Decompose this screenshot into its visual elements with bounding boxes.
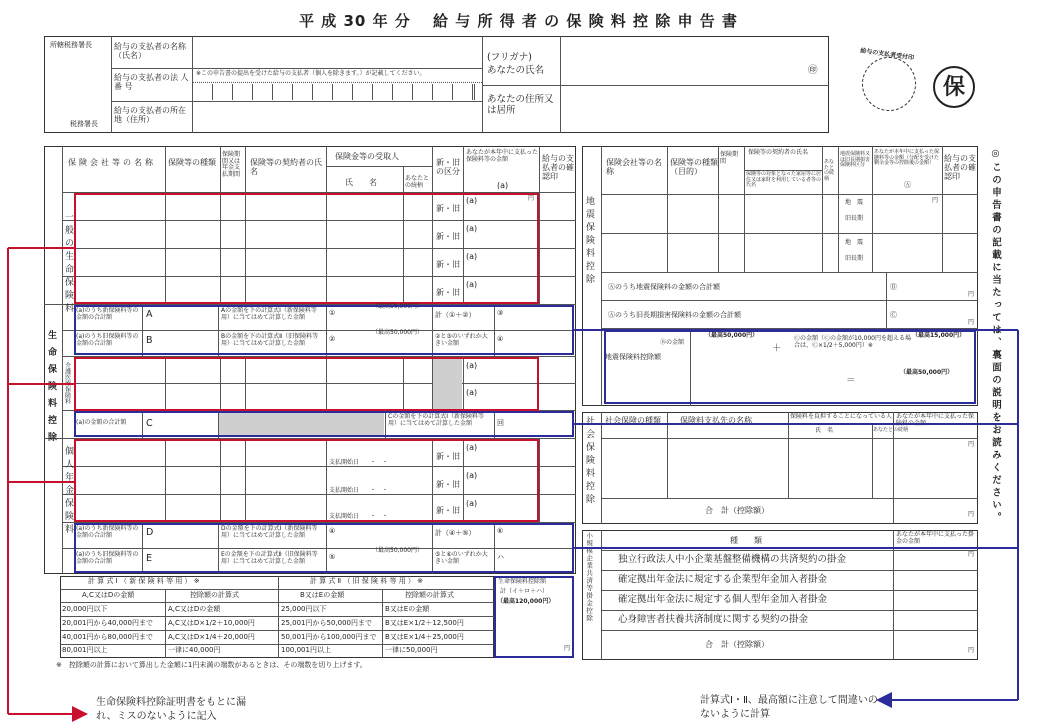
max-50000-b: （最高50,000円） <box>372 329 423 336</box>
small-item: 独立行政法人中小企業基盤整備機構の共済契約の掛金 <box>618 554 847 565</box>
footnote: ※ 控除額の計算において算出した金額に1円未満の端数があるときは、その端数を切り上げます。 <box>56 661 367 669</box>
calc-cell: 25,001円から50,000円まで <box>281 619 372 627</box>
total-45: 計（④＋⑤） <box>435 529 476 537</box>
larger-23: ②と③のいずれか大きい金額 <box>435 333 488 347</box>
section-social: 社会保険料控除 <box>584 416 594 507</box>
section-general-life: 一般の生命保険料 <box>63 212 73 316</box>
newold-1[interactable]: 新・旧 <box>436 204 460 213</box>
small-col-amount: あなたが本年中に支払った掛金の金額 <box>896 531 975 545</box>
social-yen: 円 <box>968 441 975 448</box>
max-50000-a: （最高50,000円） <box>372 303 423 310</box>
life-total-3: （最高120,000円） <box>497 598 555 605</box>
quake-eq: ＝ <box>846 375 856 386</box>
a-mark-p3: (a) <box>466 499 478 508</box>
life-total-2: 計（イ＋ロ＋ハ） <box>500 588 549 595</box>
circ1: ① <box>329 309 336 317</box>
quake-ded-max2: （最高15,000円） <box>912 332 966 339</box>
social-col-payee: 保険料支払先の名称 <box>680 416 752 425</box>
payer-address-label: 給与の支払者の所在地（住所） <box>114 106 186 125</box>
red-annotation-text: 生命保険料控除証明書をもとに漏れ、ミスのないように記入 <box>96 697 246 722</box>
small-total-yen: 円 <box>968 647 975 654</box>
quake-col-period: 保険期間 <box>720 151 739 165</box>
calc1-title: 計 算 式 Ⅰ （ 新 保 険 料 等 用 ） ※ <box>88 577 200 585</box>
life-col-company: 保険会社等の名称 <box>68 158 156 167</box>
quake-col-company: 保険会社等の名称 <box>606 158 662 177</box>
quake-sum1-yen: 円 <box>968 291 975 298</box>
calc1-head-a: A,C又はDの金額 <box>82 591 135 599</box>
pay-start-1: 支払開始日 <box>329 459 360 466</box>
letter-c: C <box>146 418 153 429</box>
social-total-yen: 円 <box>968 511 975 518</box>
small-yen: 円 <box>968 551 975 558</box>
social-col-type: 社会保険の種類 <box>605 416 661 425</box>
calc2-head-a: B又はEの金額 <box>300 591 345 599</box>
row-d-calc: Dの金額を下の計算式Ⅰ（新保険料等用）に当てはめて計算した金額 <box>221 525 318 539</box>
life-col-amount: あなたが本年中に支払った保険料等の金額 <box>466 149 539 163</box>
calc-cell: 20,001円から40,000円まで <box>62 619 153 627</box>
quake-ded-b: Ⓑの金額 <box>660 339 685 346</box>
pay-start-3: 支払開始日 <box>329 513 360 520</box>
calc2-head-b: 控除額の計算式 <box>405 591 454 599</box>
letter-d: D <box>146 527 154 538</box>
larger-56: ⑤と⑥のいずれか大きい金額 <box>435 551 488 565</box>
row-b-calc: Bの金額を下の計算式Ⅱ（旧保険料等用）に当てはめて計算した金額 <box>221 333 319 347</box>
quake-col-amount: あなたが本年中に支払った保険料等の金額（分配を受けた剰余金等の控除後の金額） <box>874 149 940 166</box>
life-col-amount-a: (a) <box>497 181 509 190</box>
newold-4[interactable]: 新・旧 <box>436 288 460 297</box>
small-item: 確定拠出年金法に規定する個人型年金加入者掛金 <box>618 594 828 605</box>
circ4: ④ <box>329 527 336 535</box>
letter-b: B <box>146 335 153 346</box>
row-d-label: (a)のうち新保険料等の金額の合計額 <box>76 525 139 539</box>
row-c-calc: Cの金額を下の計算式Ⅰ（新保険料等用）に当てはめて計算した金額 <box>388 413 484 427</box>
office-top-label: 所轄税務署長 <box>50 41 92 49</box>
circ-ro: 回 <box>497 419 504 427</box>
seal-mark: ㊞ <box>808 65 818 76</box>
max-50000-e: （最高50,000円） <box>372 547 423 554</box>
quake-sum2-yen: 円 <box>968 319 975 326</box>
row-e-calc: Eの金額を下の計算式Ⅱ（旧保険料等用）に当てはめて計算した金額 <box>221 551 318 565</box>
quake-col-check: 給与の支払者の確認印 <box>944 154 976 182</box>
calc-cell: A,C又はD×1/2＋10,000円 <box>168 619 255 627</box>
office-bottom-label: 税務署長 <box>70 120 98 128</box>
circ5: ⑤ <box>329 553 336 561</box>
newold-3[interactable]: 新・旧 <box>436 260 460 269</box>
calc-cell: 100,001円以上 <box>281 646 331 654</box>
quake-plus: ＋ <box>772 343 782 354</box>
calc-cell: B又はE×1/4＋25,000円 <box>385 633 464 641</box>
blue-annotation-text: 計算式Ⅰ・Ⅱ、最高額に注意して間違いのないように計算 <box>700 695 878 720</box>
social-col-person: 保険料を負担することになっている人 <box>790 413 893 420</box>
life-total-1: 生命保険料控除額 <box>498 578 547 585</box>
section-pension: 個人年金保険料 <box>63 446 73 537</box>
a-mark-care-1: (a) <box>466 361 478 370</box>
quake-sum1-mark: Ⓑ <box>890 283 897 291</box>
calc-cell: 40,001円から80,000円まで <box>62 633 153 641</box>
newold-2[interactable]: 新・旧 <box>436 232 460 241</box>
newold-p1[interactable]: 新・旧 <box>436 452 460 461</box>
payer-number-label: 給与の支払者の法 人 番 号 <box>114 73 189 92</box>
life-col-contractor: 保険等の契約者の氏名 <box>250 158 322 177</box>
quake-ded-max1: （最高50,000円） <box>705 332 759 339</box>
a-mark-3: (a) <box>466 252 478 261</box>
page-title: 平 成 30 年 分 給 与 所 得 者 の 保 険 料 控 除 申 告 書 <box>299 12 738 30</box>
social-col-relation: あなたとの続柄 <box>873 427 909 433</box>
calc-cell: 80,001円以上 <box>62 646 108 654</box>
row-b-label: (a)のうち旧保険料等の金額の合計額 <box>76 333 139 347</box>
a-mark-p2: (a) <box>466 471 478 480</box>
section-small: 小規模企業共済等掛金控除 <box>585 532 594 622</box>
your-name-label: あなたの氏名 <box>487 65 545 76</box>
small-item: 確定拠出年金法に規定する企業型年金加入者掛金 <box>618 574 828 585</box>
small-item: 心身障害者扶養共済制度に関する契約の掛金 <box>618 614 809 625</box>
payer-number-note: ※この申告書の提出を受けた給与の支払者（個人を除きます。）が記載してください。 <box>196 70 426 77</box>
section-earthquake: 地震保険料控除 <box>584 196 594 287</box>
quake-col-insured: 保険等の対象となった家屋等に居住又は家財を利用している者等の氏名 <box>746 171 822 188</box>
yen-1: 円 <box>528 195 535 202</box>
quake-sum1: Ⓐのうち地震保険料の金額の合計額 <box>608 283 720 291</box>
circ-ha: ハ <box>497 553 504 561</box>
calc-cell: 20,000円以下 <box>62 605 108 613</box>
life-col-relation: あなたとの続柄 <box>405 175 430 189</box>
life-col-period: 保険期間又は年金支払期間 <box>222 151 241 178</box>
quake-ded-c: Ⓒの金額（Ⓒの金額が10,000円を超える場合は、Ⓒ×1/2＋5,000円）※ <box>794 335 911 349</box>
calc1-head-b: 控除額の計算式 <box>190 591 239 599</box>
calc-cell: A,C又はD×1/4＋20,000円 <box>168 633 255 641</box>
quake-sum2-mark: Ⓒ <box>890 311 897 319</box>
receipt-stamp-text: 給与の支払者受付印 <box>859 47 915 62</box>
calc-cell: 一律に50,000円 <box>385 646 438 654</box>
quake-kind-2b[interactable]: 旧長期 <box>845 255 864 262</box>
a-mark-2: (a) <box>466 224 478 233</box>
calc-cell: A,C又はDの金額 <box>168 605 221 613</box>
circ6: ⑥ <box>497 527 504 535</box>
circ4-label: ④ <box>497 335 504 343</box>
letter-a: A <box>146 309 153 320</box>
total-12: 計（①＋②） <box>435 311 476 319</box>
row-e-label: (a)のうち旧保険料等の金額の合計額 <box>76 551 139 565</box>
ho-mark-text: 保 <box>942 75 965 100</box>
life-col-newold: 新・旧の区分 <box>436 158 460 177</box>
life-col-recipient: 保険金等の受取人 <box>335 152 399 161</box>
letter-e: E <box>146 553 153 564</box>
date-dots-3: ・ ・ <box>370 513 389 520</box>
quake-yen-1: 円 <box>932 197 939 204</box>
circ2: ② <box>329 335 336 343</box>
a-mark-p1: (a) <box>466 443 478 452</box>
date-dots-1: ・ ・ <box>370 459 389 466</box>
payer-name-label: 給与の支払者の名称（氏名） <box>114 42 186 61</box>
row-c-label: (a)の金額の合計額 <box>76 419 127 426</box>
calc-cell: 50,001円から100,000円まで <box>281 633 377 641</box>
newold-p2[interactable]: 新・旧 <box>436 480 460 489</box>
quake-sum2: Ⓐのうち旧長期損害保険料の金額の合計額 <box>608 311 741 319</box>
calc-cell: B又はE×1/2＋12,500円 <box>385 619 464 627</box>
social-col-person-name: 氏 名 <box>815 427 834 434</box>
side-instruction-note: ◎この申告書の記載に当たっては、裏面の説明をお読みください。 <box>990 148 1001 525</box>
quake-kind-1a[interactable]: 地 震 <box>845 199 864 206</box>
quake-col-contractor: 保険等の契約者の氏名 <box>748 149 809 156</box>
quake-col-kind: 地震保険料又は旧長期損害保険料区分 <box>840 151 871 168</box>
calc2-title: 計 算 式 Ⅱ （ 旧 保 険 料 等 用 ） ※ <box>310 577 424 585</box>
quake-ded-max3: （最高50,000円） <box>900 369 954 376</box>
pay-start-2: 支払開始日 <box>329 487 360 494</box>
quake-col-type: 保険等の種類（目的） <box>670 158 718 177</box>
date-dots-2: ・ ・ <box>370 487 389 494</box>
quake-col-amount-a: Ⓐ <box>904 181 911 189</box>
quake-kind-1b[interactable]: 旧長期 <box>845 215 864 222</box>
small-total: 合 計（控除額） <box>705 640 769 649</box>
a-mark-1: (a) <box>466 196 478 205</box>
a-mark-care-2: (a) <box>466 388 478 397</box>
life-col-recipient-name: 氏 名 <box>345 178 377 187</box>
your-address-label: あなたの住所又は居所 <box>487 94 554 116</box>
row-a-label: (a)のうち新保険料等の金額の合計額 <box>76 307 139 321</box>
row-a-calc: Aの金額を下の計算式Ⅰ（新保険料等用）に当てはめて計算した金額 <box>221 307 317 321</box>
life-total-yen: 円 <box>564 645 571 652</box>
life-col-check: 給与の支払者の確認印 <box>542 154 574 182</box>
life-insurance-deduction-label: 生命保険料控除 <box>46 330 56 449</box>
section-care: 介護医療保険料 <box>63 362 71 404</box>
quake-col-relation: あなたとの続柄 <box>824 159 835 182</box>
life-col-type: 保険等の種類 <box>168 158 216 167</box>
furigana-label: (フリガナ) <box>487 52 532 63</box>
social-col-amount: あなたが本年中に支払った保険料の金額 <box>896 413 975 427</box>
calc-cell: 25,000円以下 <box>281 605 327 613</box>
quake-kind-2a[interactable]: 地 震 <box>845 239 864 246</box>
small-col-kind: 種 類 <box>730 536 762 545</box>
quake-ded-label: 地震保険料控除額 <box>605 353 661 361</box>
social-total: 合 計（控除額） <box>705 506 769 515</box>
calc-cell: B又はEの金額 <box>385 605 430 613</box>
calc-cell: 一律に40,000円 <box>168 646 221 654</box>
circ3: ③ <box>497 309 504 317</box>
a-mark-4: (a) <box>466 280 478 289</box>
newold-p3[interactable]: 新・旧 <box>436 506 460 515</box>
